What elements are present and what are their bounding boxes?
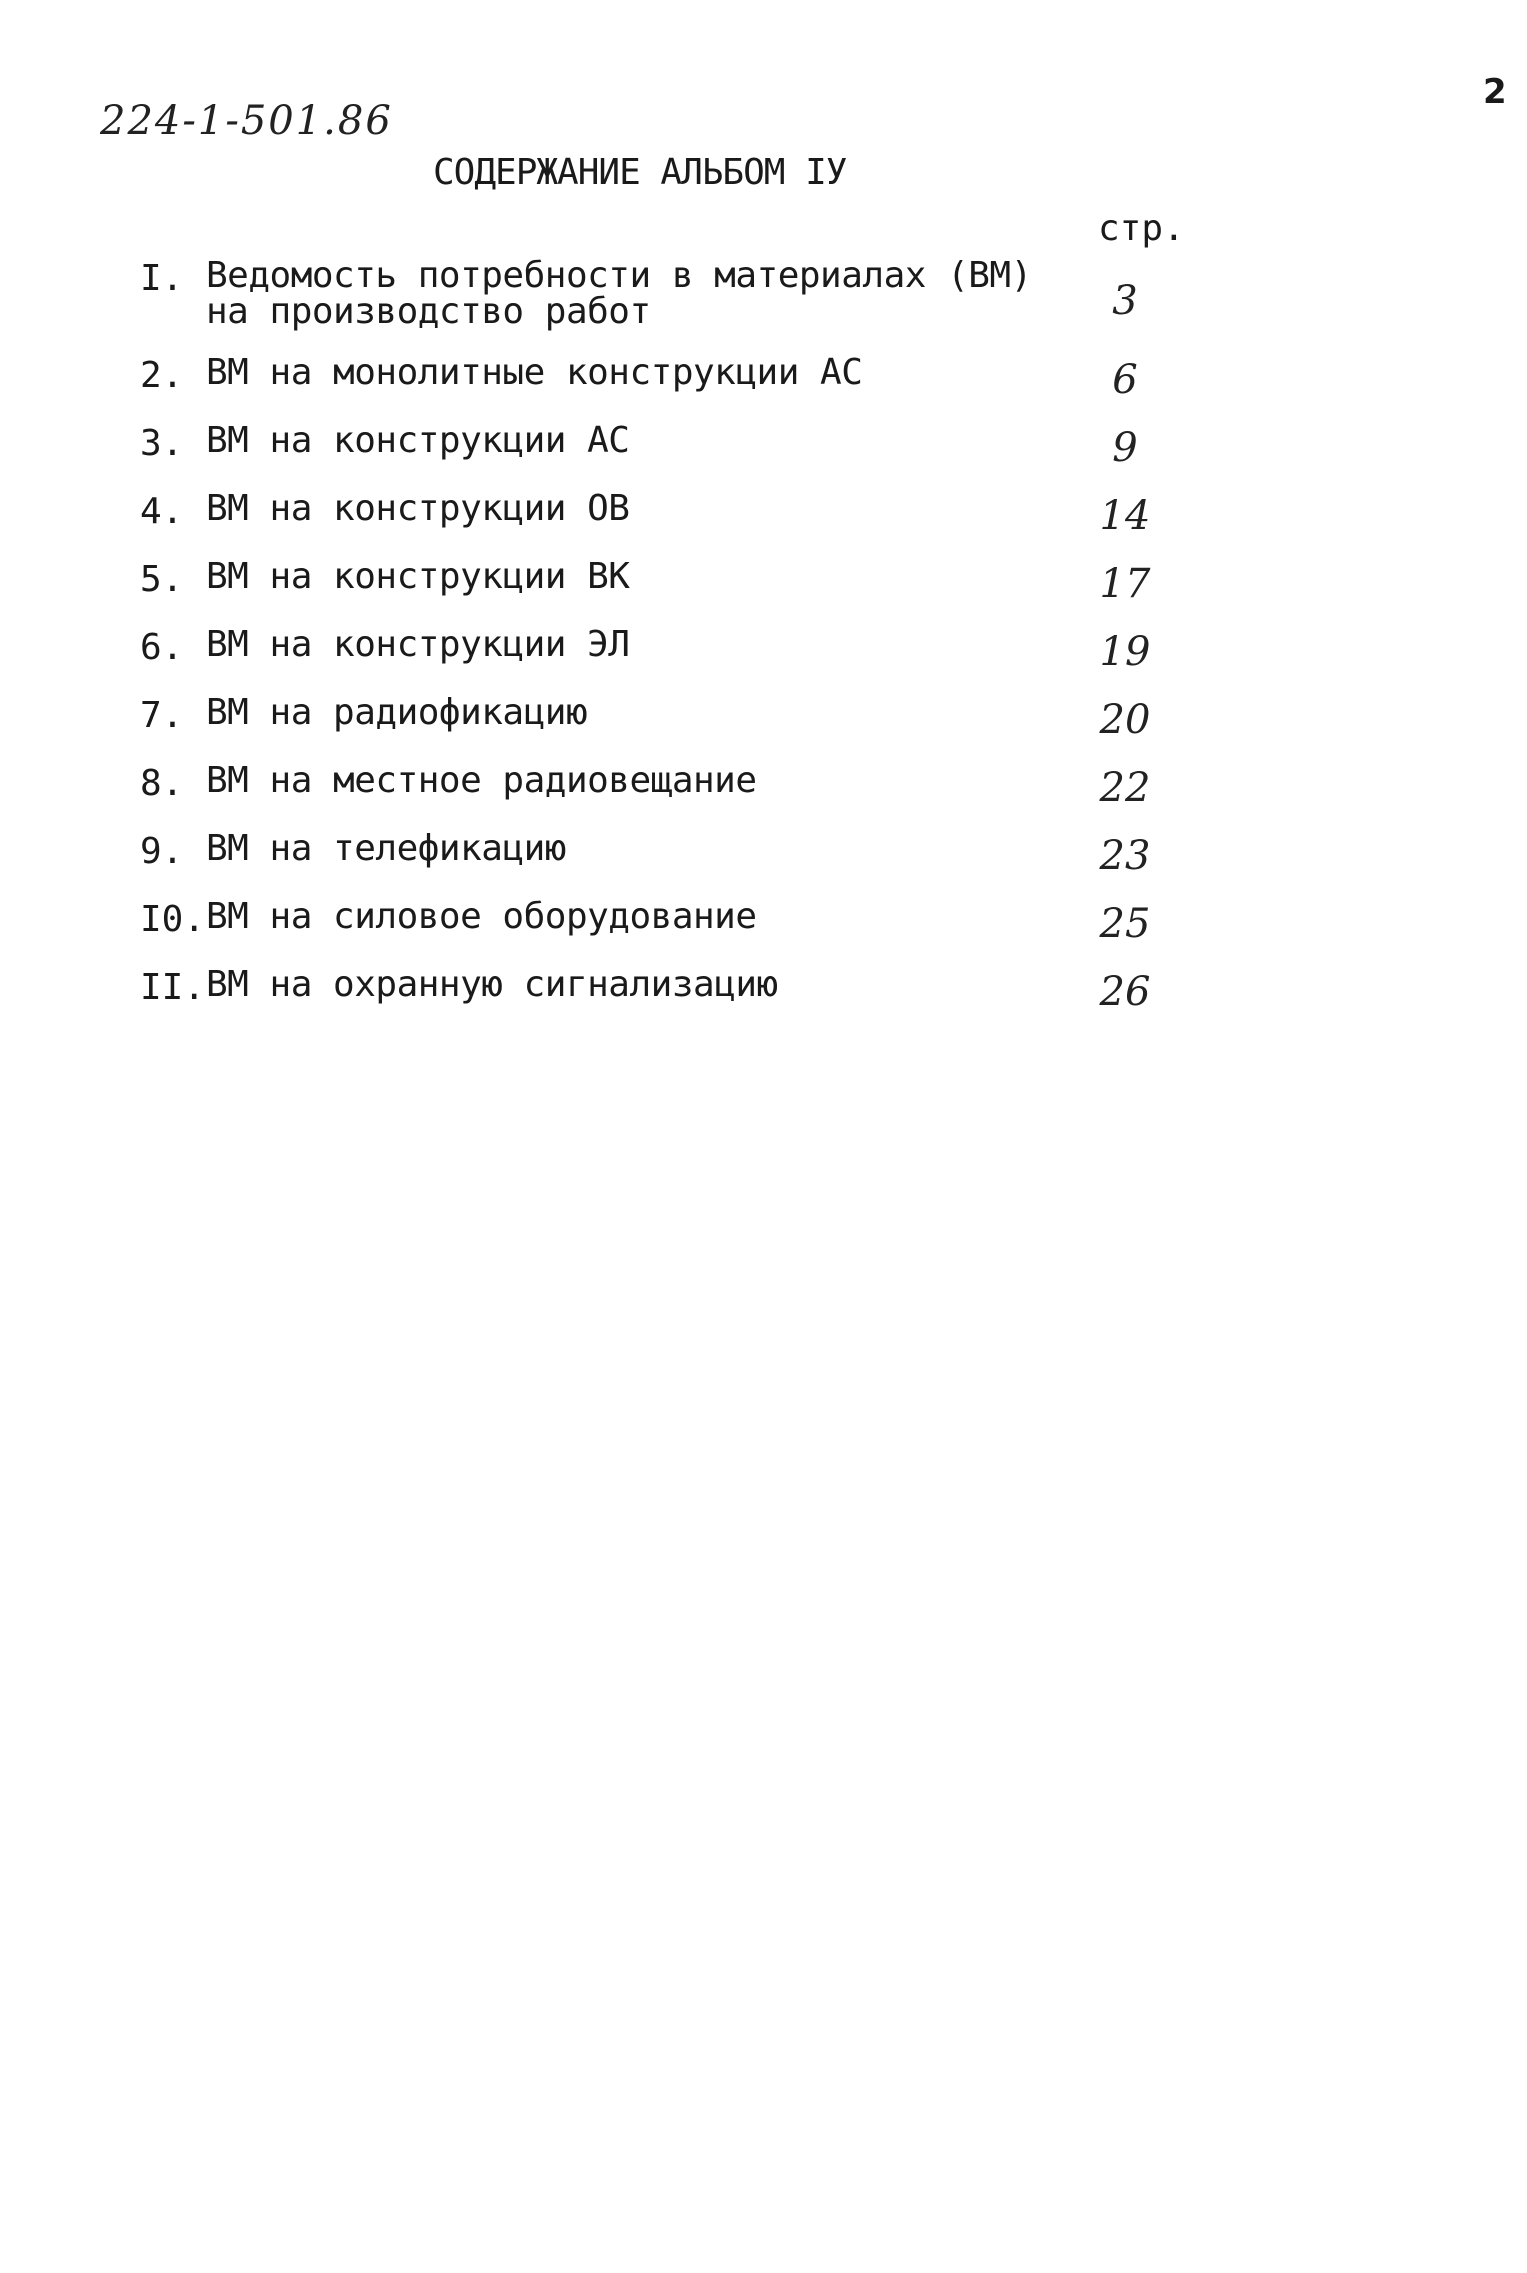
toc-item-text: ВМ на конструкции ЭЛ xyxy=(206,624,630,665)
toc-item xyxy=(140,420,1200,483)
toc-item xyxy=(140,896,1200,959)
toc-item-page: 22 xyxy=(1099,765,1151,811)
toc-item-number: 9. xyxy=(140,831,184,872)
toc-item-text: ВМ на конструкции ВК xyxy=(206,556,630,597)
toc-item-page: 26 xyxy=(1099,969,1151,1015)
toc-item-text: ВМ на телефикацию xyxy=(206,828,566,869)
toc-item xyxy=(140,692,1200,755)
toc-item-text: ВМ на силовое оборудование xyxy=(206,896,757,937)
toc-item xyxy=(140,488,1200,551)
toc-item-text: ВМ на радиофикацию xyxy=(206,692,588,733)
toc-item xyxy=(140,964,1200,1027)
toc-item xyxy=(140,760,1200,823)
toc-item xyxy=(140,556,1200,619)
toc-item-number: 8. xyxy=(140,763,184,804)
toc-item-text-line2: на производство работ xyxy=(206,291,651,332)
page-number: 2 xyxy=(1483,72,1507,112)
toc-item-page: 6 xyxy=(1112,357,1138,403)
toc-item-number: II. xyxy=(140,967,206,1008)
toc-item-page: 25 xyxy=(1099,901,1151,947)
toc-item-text: ВМ на монолитные конструкции АС xyxy=(206,352,863,393)
toc-item-page: 14 xyxy=(1099,493,1151,539)
toc-item-number: 2. xyxy=(140,355,184,396)
toc-item-text: ВМ на конструкции АС xyxy=(206,420,630,461)
toc-item-page: 19 xyxy=(1099,629,1151,675)
toc-item-number: I. xyxy=(140,258,184,299)
toc-item-text xyxy=(206,255,1032,332)
toc-item xyxy=(140,255,1200,338)
toc-item-number: 6. xyxy=(140,627,184,668)
toc-item xyxy=(140,352,1200,415)
toc-item-text: ВМ на охранную сигнализацию xyxy=(206,964,778,1005)
toc-item-number: 7. xyxy=(140,695,184,736)
toc-item-page: 17 xyxy=(1099,561,1151,607)
toc-item-number: 5. xyxy=(140,559,184,600)
toc-item-page: 23 xyxy=(1099,833,1151,879)
toc-item-number: I0. xyxy=(140,899,206,940)
toc-item-number: 4. xyxy=(140,491,184,532)
toc-item-number: 3. xyxy=(140,423,184,464)
toc-item-page: 9 xyxy=(1112,425,1138,471)
toc-item-page: 3 xyxy=(1112,278,1138,324)
document-code: 224-1-501.86 xyxy=(100,98,393,144)
toc-item xyxy=(140,624,1200,687)
toc-item-page: 20 xyxy=(1099,697,1151,743)
toc-item xyxy=(140,828,1200,891)
page-title: СОДЕРЖАНИЕ АЛЬБОМ IУ xyxy=(433,152,847,193)
toc-item-text: ВМ на конструкции ОВ xyxy=(206,488,630,529)
page-column-header: стр. xyxy=(1098,208,1185,249)
toc-item-text: ВМ на местное радиовещание xyxy=(206,760,757,801)
toc-item-text-line1: Ведомость потребности в материалах (ВМ) xyxy=(206,255,1032,296)
